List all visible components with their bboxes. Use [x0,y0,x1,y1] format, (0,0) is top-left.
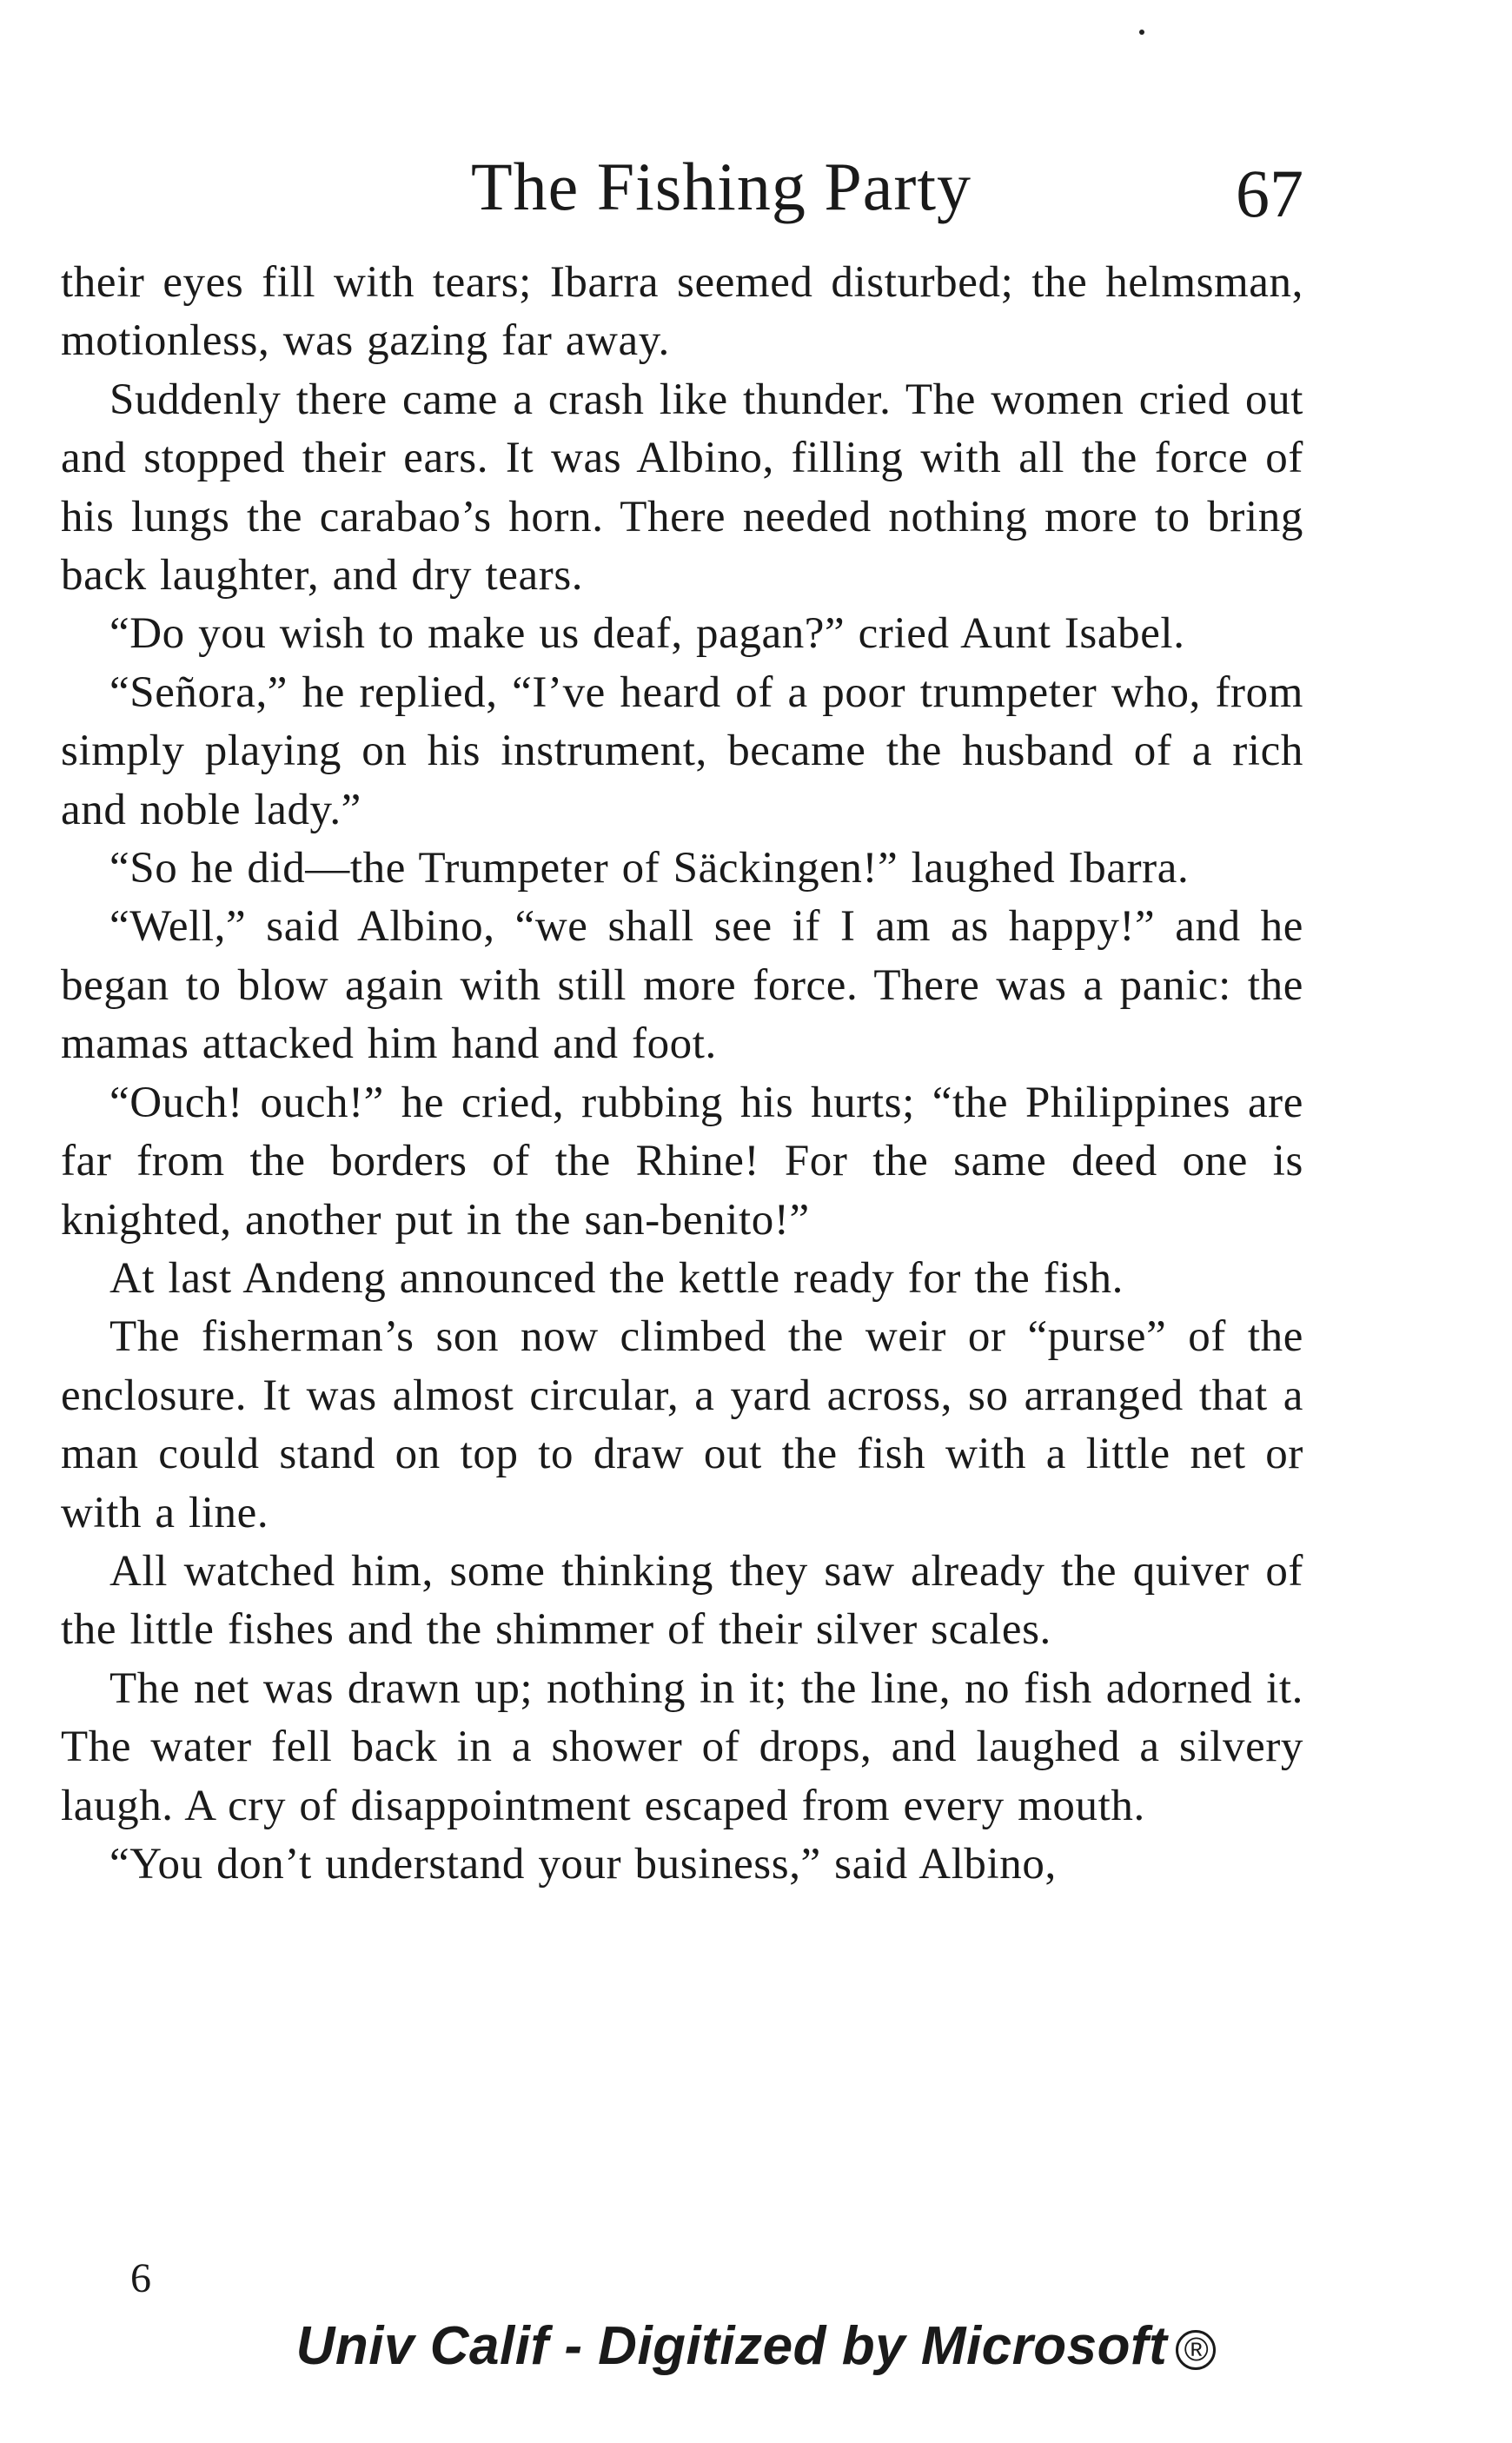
paragraph: Suddenly there came a crash like thunder. The women cried out and stopped their ears. It was Albino, filling with all the force of his lungs the carabao’s horn. There needed nothing more to bring back laughter, and dry tears. [61,375,1303,601]
running-title: The Fishing Party [471,149,972,224]
paragraph: At last Andeng announced the kettle ready for the fish. [109,1253,1124,1303]
registered-mark: ® [1176,2330,1216,2370]
digitization-watermark [0,2312,1512,2381]
watermark-text: Univ Calif - Digitized by Microsoft [295,2316,1168,2376]
paragraph: “Do you wish to make us deaf, pagan?” cried Aunt Isabel. [109,609,1185,659]
page-number: 67 [1236,156,1303,231]
page-header [61,143,1303,230]
paragraph: All watched him, some thinking they saw already the quiver of the little fishes and the shimmer of their silver scales. [61,1546,1303,1655]
paragraph: “You don’t understand your business,” said Albino, [109,1839,1057,1889]
paragraph: “Señora,” he replied, “I’ve heard of a poor trumpeter who, from simply playing on his instrument, became the husband of a rich and noble lady.” [61,667,1303,834]
paragraph: “Ouch! ouch!” he cried, rubbing his hurts; “the Philippines are far from the borders of the Rhine! For the same deed one is knighted, another put in the san-benito!” [61,1078,1303,1245]
paragraph: The net was drawn up; nothing in it; the line, no fish adorned it. The water fell back in a shower of drops, and laughed a silvery laugh. A cry of disappointment escaped from every mouth. [61,1663,1303,1830]
signature-mark: 6 [130,2255,151,2301]
paragraph: The fisherman’s son now climbed the weir or “purse” of the enclosure. It was almost circular, a yard across, so arranged that a man could stand on top to draw out the fish with a little net or with a line. [61,1312,1303,1537]
scan-speck [1139,30,1144,35]
paragraph: “Well,” said Albino, “we shall see if I am as happy!” and he began to blow again with still more force. There was a panic: the mamas attacked him hand and foot. [61,902,1303,1069]
paragraph: their eyes fill with tears; Ibarra seemed disturbed; the helmsman, motionless, was gazing far away. [61,258,1303,366]
paragraph: “So he did—the Trumpeter of Säckingen!” laughed Ibarra. [109,844,1190,893]
body-text [61,254,1303,1894]
